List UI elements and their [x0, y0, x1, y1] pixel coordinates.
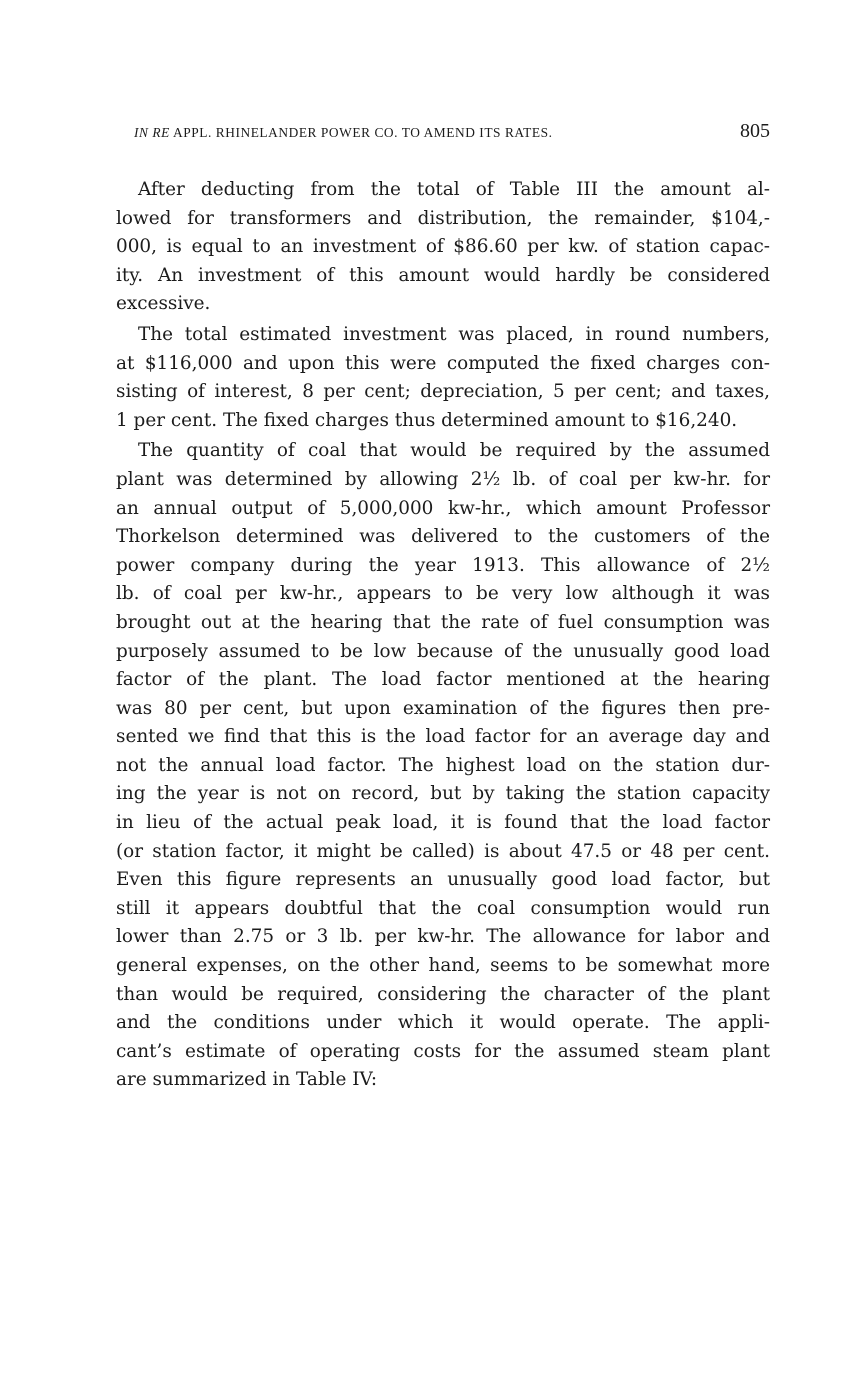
text-line: factor of the plant. The load factor mentioned at the hearing — [116, 669, 770, 691]
text-line: in lieu of the actual peak load, it is found that the load factor — [116, 812, 770, 834]
text-line: Thorkelson determined was delivered to the customers of the — [116, 526, 770, 548]
text-line: power company during the year 1913. This allowance of 2½ — [116, 554, 770, 576]
text-line: Even this figure represents an unusually good load factor, but — [116, 869, 770, 891]
text-line: was 80 per cent, but upon examination of the figures then pre- — [116, 697, 770, 719]
text-line: After deducting from the total of Table III the amount al- — [138, 179, 770, 200]
text-line: purposely assumed to be low because of the unusually good load — [116, 640, 770, 662]
text-line: brought out at the hearing that the rate of fuel consumption was — [116, 611, 770, 633]
header-title-italic: IN RE — [134, 125, 170, 140]
text-line: not the annual load factor. The highest load on the station dur- — [116, 754, 770, 776]
running-header — [134, 120, 770, 144]
text-line: lowed for transformers and distribution, the remainder, $104,- — [116, 207, 770, 229]
text-line: sisting of interest, 8 per cent; depreciation, 5 per cent; and taxes, — [116, 381, 770, 403]
text-line: are summarized in Table IV: — [116, 1069, 378, 1091]
header-title — [134, 125, 553, 141]
text-line: than would be required, considering the character of the plant — [116, 983, 770, 1005]
text-line: lower than 2.75 or 3 lb. per kw-hr. The allowance for labor and — [116, 926, 770, 948]
text-line: general expenses, on the other hand, seems to be somewhat more — [116, 955, 770, 977]
header-title-text: APPL. RHINELANDER POWER CO. TO AMEND ITS RATES. — [173, 125, 553, 140]
text-line: still it appears doubtful that the coal consumption would run — [116, 897, 770, 919]
text-line: cant’s estimate of operating costs for the assumed steam plant — [116, 1040, 770, 1062]
text-line: lb. of coal per kw-hr., appears to be very low although it was — [116, 583, 770, 605]
text-line: ing the year is not on record, but by taking the station capacity — [116, 783, 770, 805]
text-line: an annual output of 5,000,000 kw-hr., which amount Professor — [116, 497, 770, 519]
text-line: The quantity of coal that would be required by the assumed — [138, 440, 770, 462]
paragraph — [116, 321, 770, 435]
text-line: (or station factor, it might be called) is about 47.5 or 48 per cent. — [116, 840, 770, 862]
paragraph — [116, 437, 770, 1095]
text-line: ity. An investment of this amount would hardly be considered — [116, 264, 770, 286]
text-line: at $116,000 and upon this were computed the fixed charges con- — [116, 352, 770, 374]
text-line: excessive. — [116, 293, 211, 315]
text-line: and the conditions under which it would operate. The appli- — [116, 1012, 770, 1034]
paragraph — [116, 176, 770, 319]
text-line: 000, is equal to an investment of $86.60 per kw. of station capac- — [116, 236, 770, 258]
text-line: The total estimated investment was placed, in round numbers, — [138, 323, 770, 345]
text-line: sented we find that this is the load factor for an average day and — [116, 726, 770, 748]
text-line: plant was determined by allowing 2½ lb. of coal per kw-hr. for — [116, 468, 770, 490]
page-number: 805 — [740, 120, 770, 142]
text-line: 1 per cent. The fixed charges thus determined amount to $16,240. — [116, 409, 738, 431]
body-text — [116, 176, 770, 1095]
